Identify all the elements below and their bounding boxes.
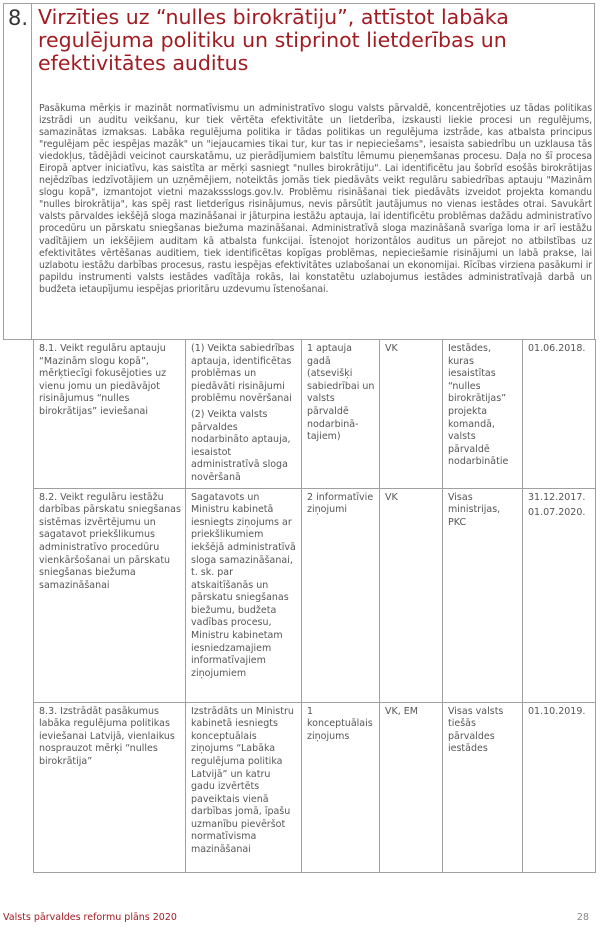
table-row — [34, 340, 596, 489]
section-title: Virzīties uz “nulles birokrātiju”, attīstot labāka regulējuma politiku un stiprinot lietderības un efektivitātes auditus — [38, 5, 509, 75]
action-cell: 8.1. Veikt regulāru aptauju “Mazinām slogu kopā”, mērķtiecīgi fokusējoties uz vienu jomu un piedāvājot risinājumus “nulles birokrātijas” ieviešanai — [34, 340, 186, 489]
indicator-cell: 1 aptauja gadā (atsevišķi sabiedrībai un valsts pārvaldē nodarbinā-tajiem) — [302, 340, 380, 489]
table-row — [34, 702, 596, 872]
deadline-date: 01.07.2020. — [528, 507, 586, 519]
responsible-cell: VK — [380, 340, 443, 489]
table-row — [34, 488, 596, 702]
result-item: (2) Veikta valsts pārvaldes nodarbināto aptauja, iesaistot administratīvā sloga novēršanā — [191, 408, 291, 483]
responsible-cell: VK — [380, 488, 443, 702]
partners-cell: Visas ministrijas, PKC — [443, 488, 523, 702]
action-cell: 8.3. Izstrādāt pasākumus labāka regulējuma politikas ieviešanai Latvijā, vienlaikus nosprauzot mērķi “nulles birokrātija” — [34, 702, 186, 872]
section-header — [3, 3, 595, 340]
deadline-date: 31.12.2017. — [528, 491, 586, 503]
section-number-cell — [4, 4, 32, 339]
indicator-cell: 1 konceptuālais ziņojums — [302, 702, 380, 872]
footer-document-title: Valsts pārvaldes reformu plāns 2020 — [3, 912, 177, 923]
result-cell — [186, 488, 302, 702]
footer-page-number: 28 — [576, 912, 589, 923]
deadline-cell — [523, 488, 596, 702]
partners-cell: Visas valsts tiešās pārvaldes iestādes — [443, 702, 523, 872]
section-description: Pasākuma mērķis ir mazināt normatīvismu un administratīvo slogu valsts pārvaldē, koncentrējoties uz tādas politikas izstrādi un auditu veikšanu, kur tiek vērtēta efektivitāte un lietderība, izskausti liekie procesi un regulējums, samazinātas izmaksas. Labāka regulējuma politika ir tādas politikas un regulējuma izstrāde, kas atbalsta principus "regulējam pēc iespējas mazāk" un "iejaucamies tikai tur, kur tas ir nepieciešams", iesaista sabiedrību un uzklausa tās viedokļus, tādējādi veicinot caurskatāmu, uz pierādījumiem balstītu lēmumu pieņemšanas procesu. Daļa no šī procesa Eiropā aptver iniciatīvu, kas saistīta ar mērķi sasniegt "nulles birokrātiju". Lai identificētu jau šobrīd esošās birokrātijas nejēdzības iedzīvotājiem un uzņēmējiem, noteiktās jomās tiek piedāvāts veikt regulāru sabiedrības aptauju "Mazinām slogu kopā", izmantojot vietni mazakssslogs.gov.lv. Problēmu risināšanai tiek piedāvāts izveidot projekta komandu "nulles birokrātija", kas spēj rast lietderīgus risinājumus, nevis pārsūtīt jautājumus no vienas iestādes otrai. Savukārt valsts pārvaldes iekšējā sloga mazināšanai ir jāturpina iestāžu aptauja, lai identificētu problēmas dažādu administratīvo procedūru un pārskatu sniegšanas biežuma mazināšanai. Administratīvā sloga mazināšanā svarīga loma ir arī iestāžu vadītājiem un iekšējiem auditam kā atbalsta funkcijai. Īstenojot horizontālos auditus un pārejot no atbilstības uz efektivitātes vērtēšanas auditiem, tiek identificētas kopīgas problēmas, nepieciešamie risinājumi un labā prakse, lai uzlabotu iestāžu darbības procesus, rastu iespējas efektivitātes uzlabošanai un ekonomijai. Rīcības virziena pasākumi ir papildu instrumenti valsts iestādes vadītāja rokās, lai konstatētu uzlabojumus iestādes administratīvajā darbā un budžeta ietaupījumu iespējas prioritāru uzdevumu īstenošanai. — [39, 103, 592, 295]
result-item: Izstrādāts un Ministru kabinetā iesniegts konceptuālais ziņojums “Labāka regulējuma politika Latvijā” un katru gadu izvērtēts paveiktais vienā darbības jomā, īpašu uzmanību pievēršot normatīvisma mazināšanai — [191, 705, 294, 856]
deadline-cell — [523, 702, 596, 872]
action-cell: 8.2. Veikt regulāru iestāžu darbības pārskatu sniegšanas sistēmas izvērtējumu un sagatavot priekšlikumus administratīvo procedūru vienkāršošanai un pārskatu sniegšanas biežuma samazināšanai — [34, 488, 186, 702]
responsible-cell: VK, EM — [380, 702, 443, 872]
partners-cell: Iestādes, kuras iesaistītas “nulles birokrātijas” projekta komandā, valsts pārvaldē nodarbinātie — [443, 340, 523, 489]
section-number: 8. — [8, 6, 29, 30]
result-item: Sagatavots un Ministru kabinetā iesniegts ziņojums ar priekšlikumiem iekšējā administratīvā sloga samazināšanai, t. sk. par atskaitīšanās un pārskatu sniegšanas biežumu, budžeta vadības procesu, Ministru kabinetam iesniedzamajiem informatīvajiem ziņojumiem — [191, 491, 296, 679]
actions-table — [33, 339, 596, 873]
indicator-cell: 2 informatīvie ziņojumi — [302, 488, 380, 702]
result-cell — [186, 340, 302, 489]
deadline-date: 01.06.2018. — [528, 343, 586, 354]
result-item: (1) Veikta sabiedrības aptauja, identificētas problēmas un piedāvāti risinājumi problēmu novēršanai — [191, 343, 295, 405]
result-cell — [186, 702, 302, 872]
deadline-cell — [523, 340, 596, 489]
deadline-date: 01.10.2019. — [528, 705, 586, 717]
